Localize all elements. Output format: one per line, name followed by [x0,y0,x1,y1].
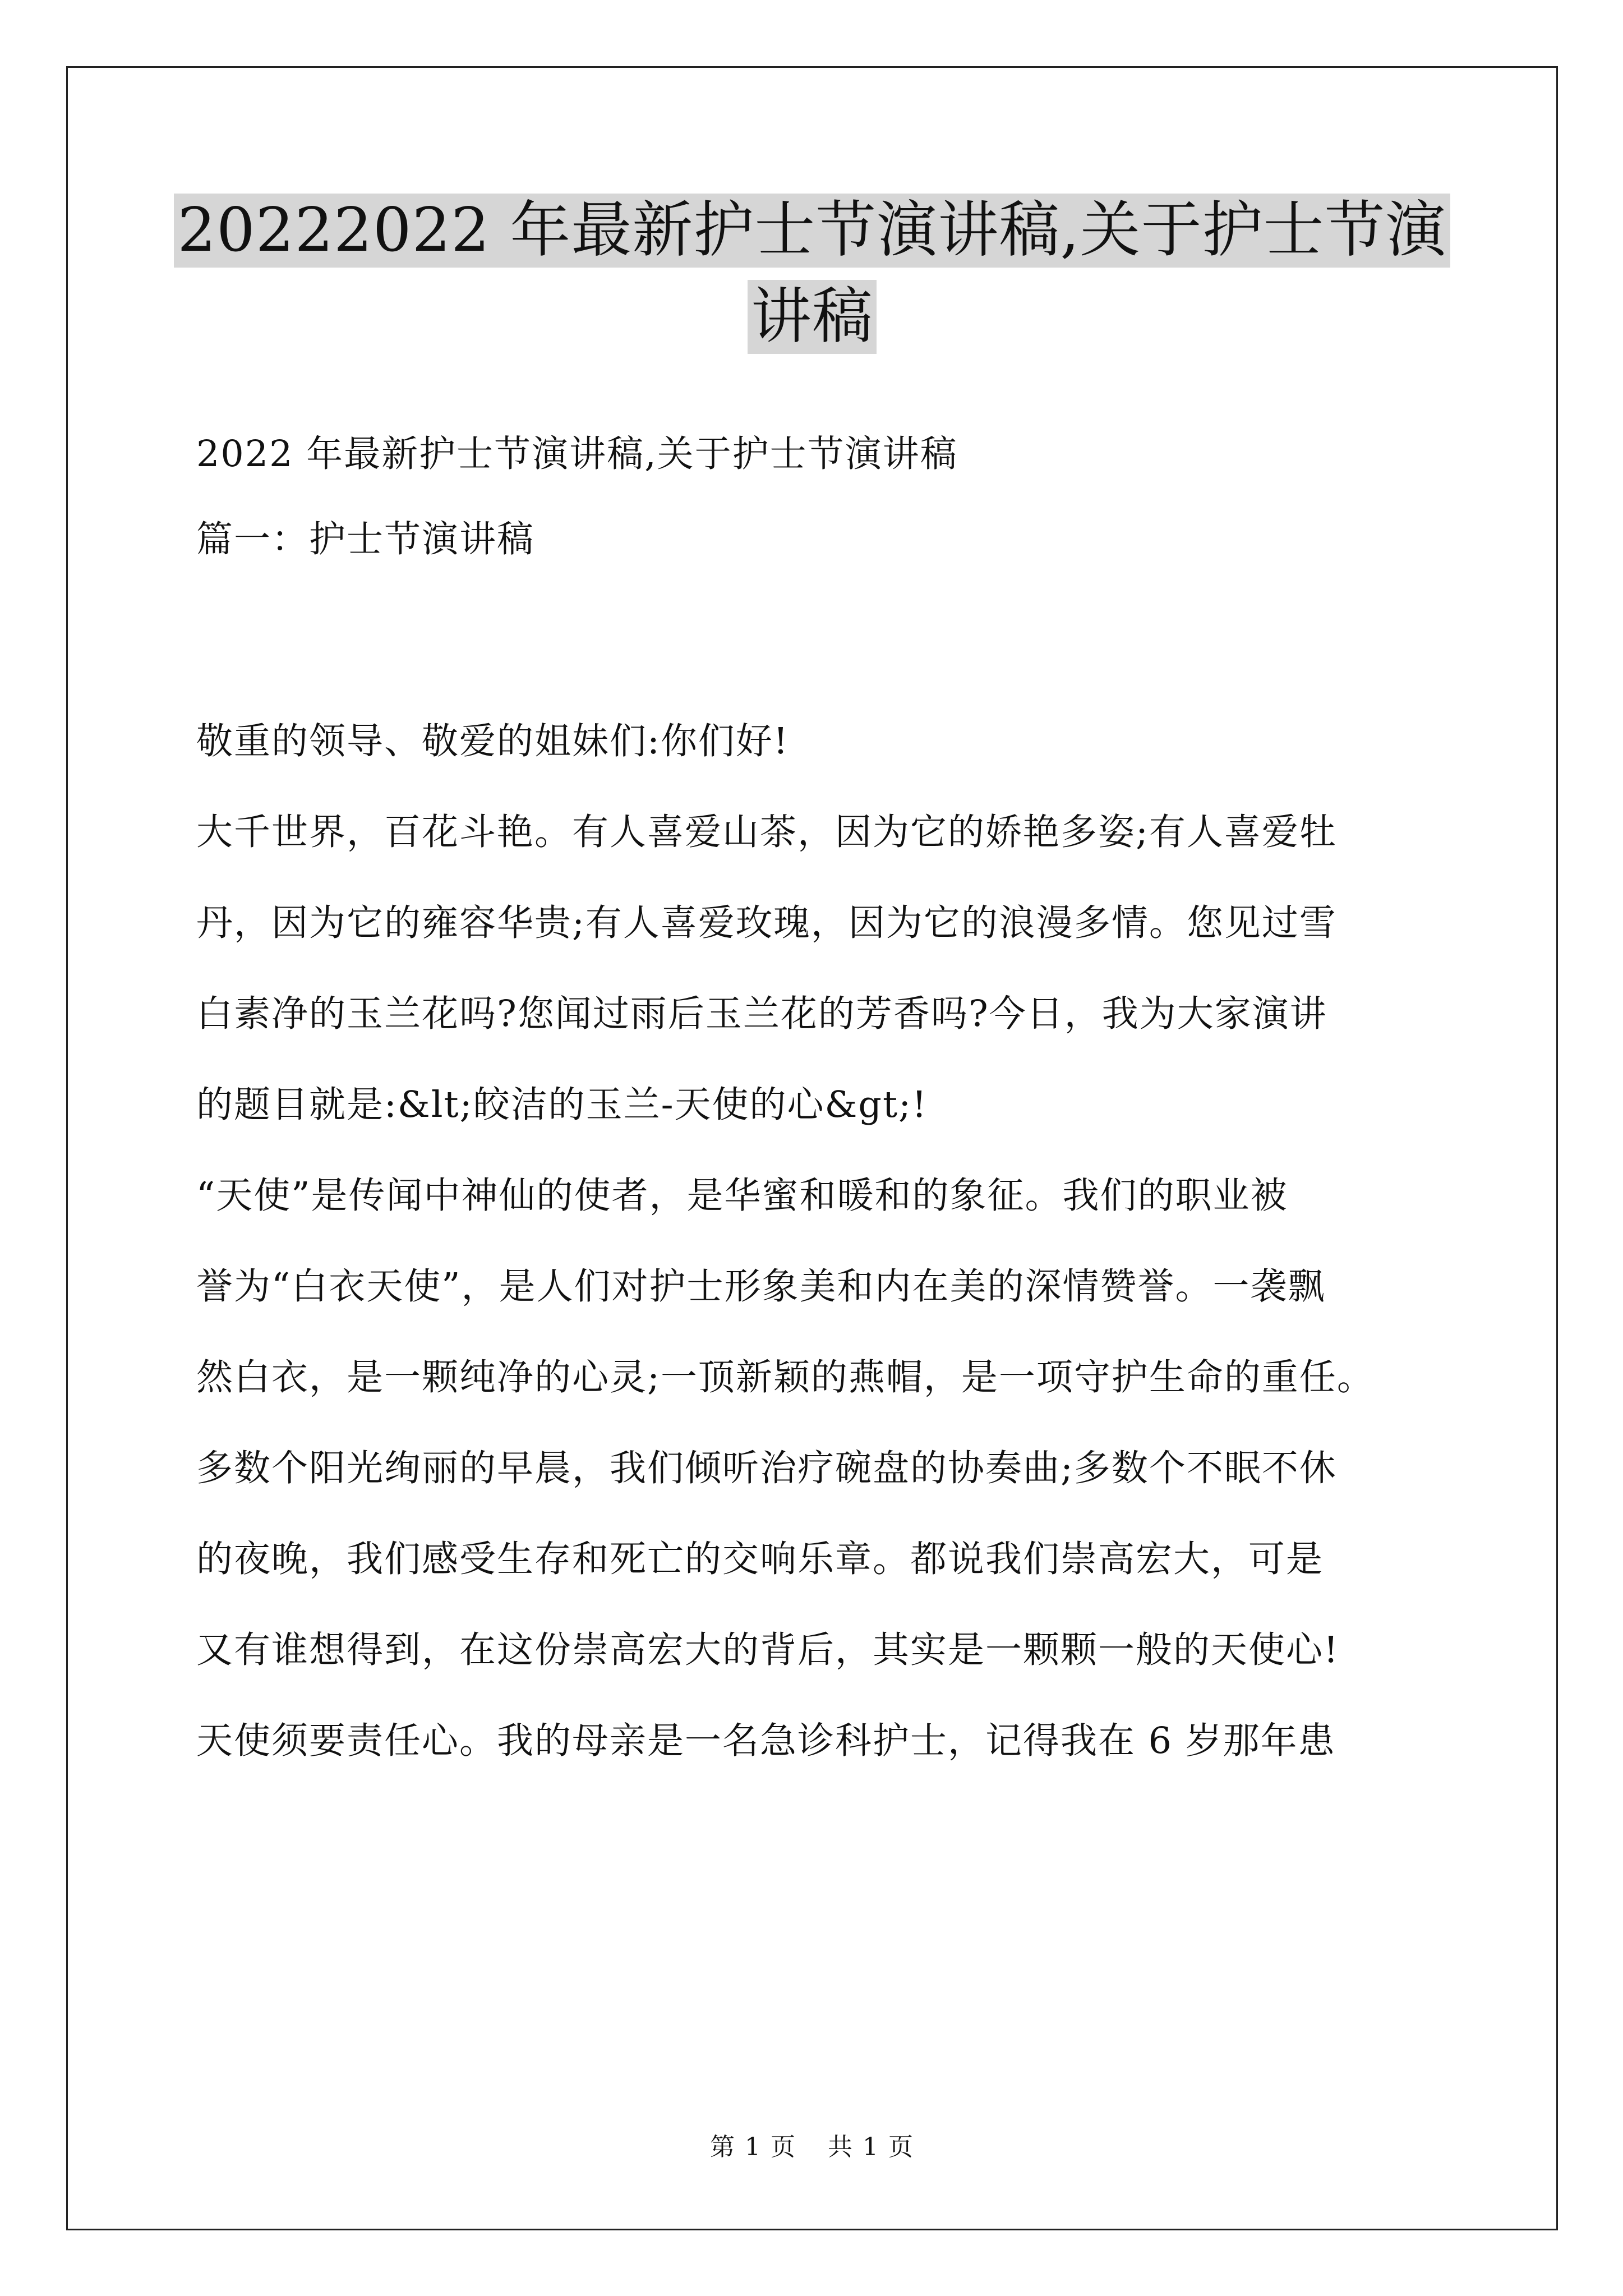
title-line-2: 讲稿 [748,280,877,354]
body-line: 的夜晚，我们感受生存和死亡的交响乐章。都说我们崇高宏大，可是 [196,1538,1324,1580]
body-line: 多数个阳光绚丽的早晨，我们倾听治疗碗盘的协奏曲;多数个不眠不休 [196,1447,1337,1489]
body-line: 又有谁想得到，在这份崇高宏大的背后，其实是一颗颗一般的天使心! [196,1629,1340,1671]
body-line: 然白衣，是一颗纯净的心灵;一顶新颖的燕帽，是一项守护生命的重任。 [196,1356,1375,1398]
page-number: 第 1 页 [710,2133,796,2161]
body-line: “天使”是传闻中神仙的使者，是华蜜和暖和的象征。我们的职业被 [196,1175,1288,1217]
section-heading: 篇一：护士节演讲稿 [196,518,535,560]
document-title [66,194,1558,354]
document-body [196,432,1424,1764]
body-line: 天使须要责任心。我的母亲是一名急诊科护士，记得我在 6 岁那年患 [196,1720,1336,1762]
subtitle: 2022 年最新护士节演讲稿,关于护士节演讲稿 [196,433,958,475]
body-line: 大千世界，百花斗艳。有人喜爱山茶，因为它的娇艳多姿;有人喜爱牡 [196,811,1337,853]
body-line: 白素净的玉兰花吗?您闻过雨后玉兰花的芳香吗?今日，我为大家演讲 [196,993,1327,1035]
page-total: 共 1 页 [828,2133,914,2161]
body-line: 的题目就是:&lt;皎洁的玉兰-天使的心&gt;! [196,1084,928,1126]
title-line-1: 20222022 年最新护士节演讲稿,关于护士节演 [174,194,1450,268]
body-line: 丹，因为它的雍容华贵;有人喜爱玫瑰，因为它的浪漫多情。您见过雪 [196,902,1337,944]
body-line: 誉为“白衣天使”，是人们对护士形象美和内在美的深情赞誉。一袭飘 [196,1266,1326,1308]
page-footer [66,2132,1558,2163]
greeting-line: 敬重的领导、敬爱的姐妹们:你们好! [196,720,790,762]
